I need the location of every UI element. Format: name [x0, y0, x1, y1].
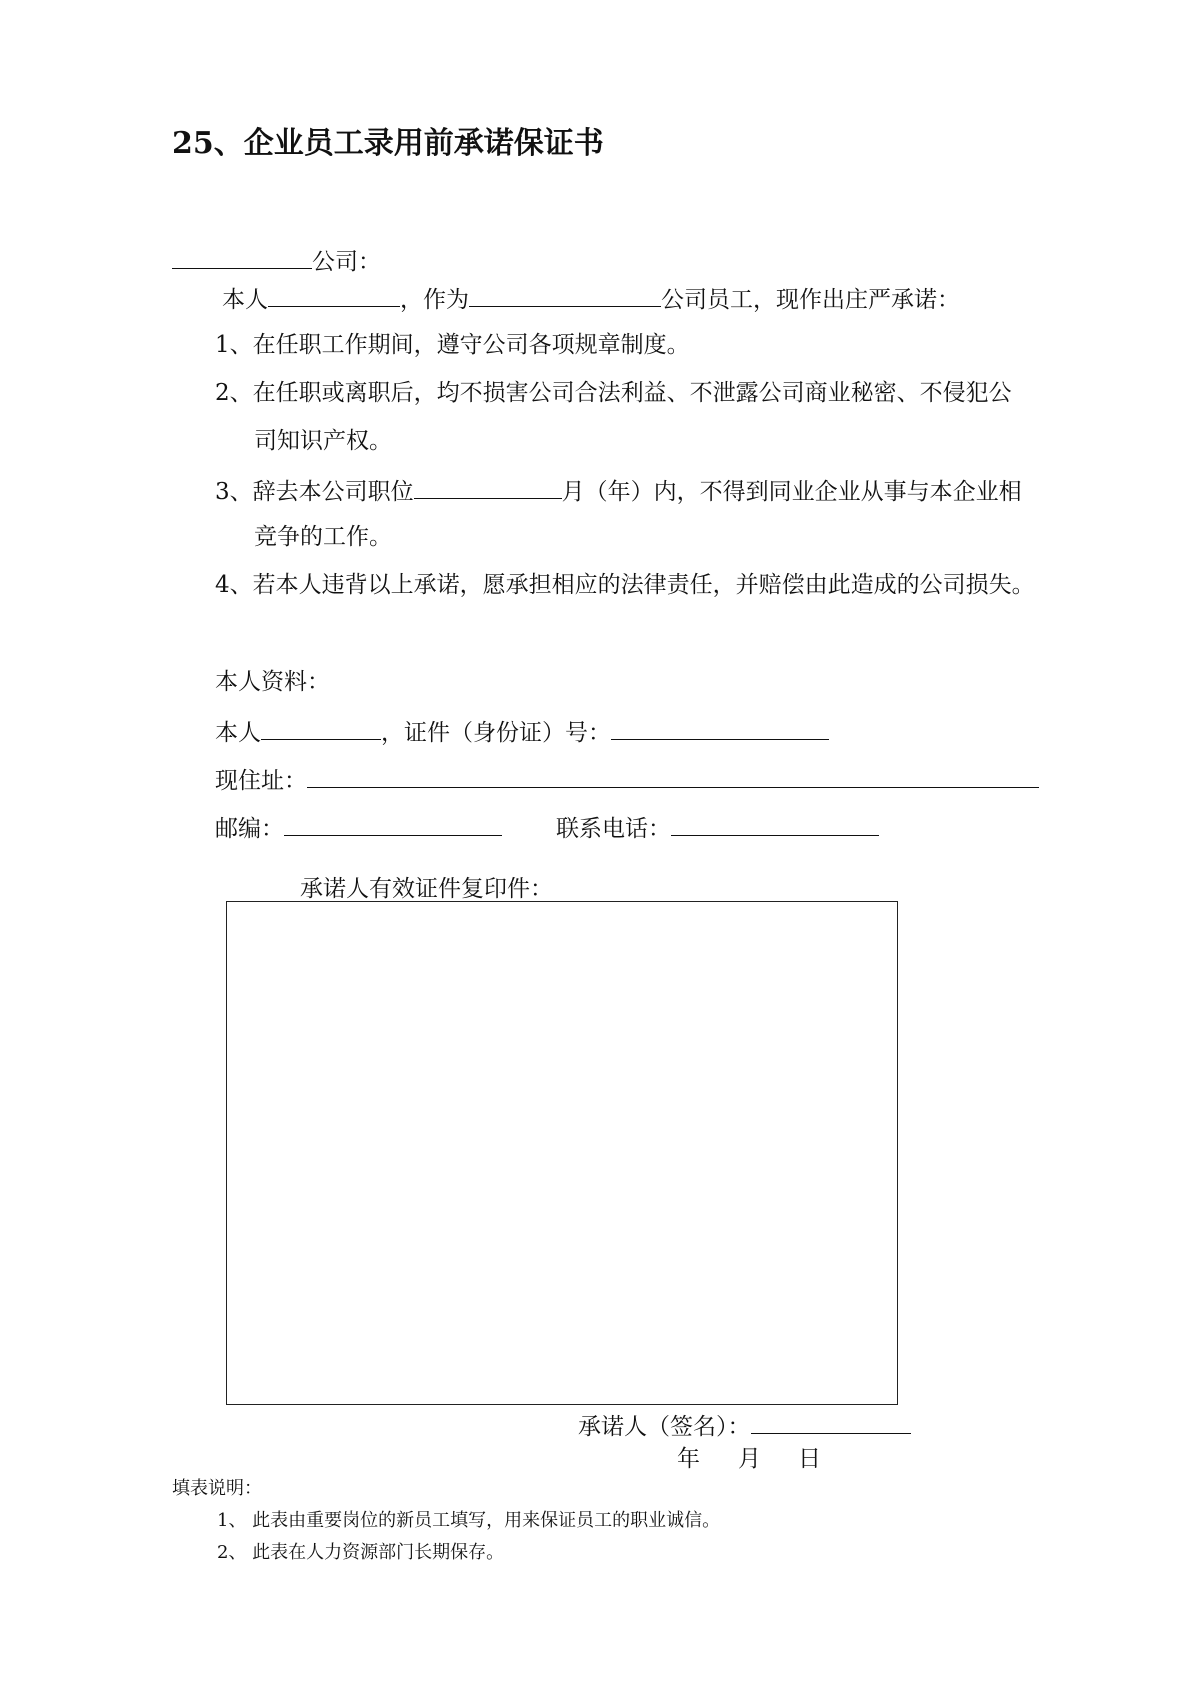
commitment-item-2: 2、在任职或离职后，均不损害公司合法利益、不泄露公司商业秘密、不侵犯公 [215, 380, 1012, 406]
company-field[interactable] [469, 282, 661, 307]
item3-suffix: 月（年）内，不得到同业企业从事与本企业相 [561, 479, 1022, 505]
copy-box-label: 承诺人有效证件复印件： [300, 876, 553, 902]
item3-prefix: 3、辞去本公司职位 [215, 479, 414, 505]
phone-field[interactable] [671, 811, 879, 836]
signature-field[interactable] [751, 1409, 911, 1434]
notes-heading: 填表说明： [172, 1478, 262, 1499]
name-label: 本人 [215, 720, 261, 746]
address-label: 现住址： [215, 768, 307, 794]
phone-line [556, 811, 879, 844]
intro-prefix: 本人 [222, 287, 268, 313]
commitment-item-1: 1、在任职工作期间，遵守公司各项规章制度。 [215, 332, 690, 358]
commitment-item-3-cont: 竞争的工作。 [254, 524, 392, 550]
signature-year: 年 [677, 1446, 700, 1472]
name-id-line [215, 715, 829, 748]
company-name-field[interactable] [172, 244, 312, 269]
id-copy-box [226, 901, 898, 1405]
postcode-line [215, 811, 502, 844]
salutation-suffix: 公司： [312, 249, 381, 275]
signature-month: 月 [738, 1446, 761, 1472]
phone-label: 联系电话： [556, 816, 671, 842]
signature-label: 承诺人（签名）： [578, 1414, 751, 1440]
postcode-field[interactable] [284, 811, 502, 836]
intro-suffix: 公司员工，现作出庄严承诺： [661, 287, 960, 313]
signature-day: 日 [798, 1446, 821, 1472]
note-1: 1、 此表由重要岗位的新员工填写，用来保证员工的职业诚信。 [217, 1510, 721, 1531]
employee-name-field[interactable] [268, 282, 400, 307]
name-field[interactable] [261, 715, 381, 740]
personal-info-heading: 本人资料： [215, 669, 330, 695]
page-title: 25、企业员工录用前承诺保证书 [172, 126, 604, 161]
intro-middle: ，作为 [400, 287, 469, 313]
note-2: 2、 此表在人力资源部门长期保存。 [217, 1542, 505, 1563]
address-line [215, 763, 1039, 796]
salutation [172, 244, 381, 277]
id-label: ，证件（身份证）号： [381, 720, 611, 746]
postcode-label: 邮编： [215, 816, 284, 842]
address-field[interactable] [307, 763, 1039, 788]
commitment-item-4: 4、若本人违背以上承诺，愿承担相应的法律责任，并赔偿由此造成的公司损失。 [215, 572, 1035, 598]
commitment-item-2-cont: 司知识产权。 [254, 428, 392, 454]
months-field[interactable] [414, 474, 562, 499]
signature-line [578, 1409, 911, 1442]
commitment-item-3 [215, 474, 1022, 507]
id-number-field[interactable] [611, 715, 829, 740]
intro-line [222, 282, 960, 315]
